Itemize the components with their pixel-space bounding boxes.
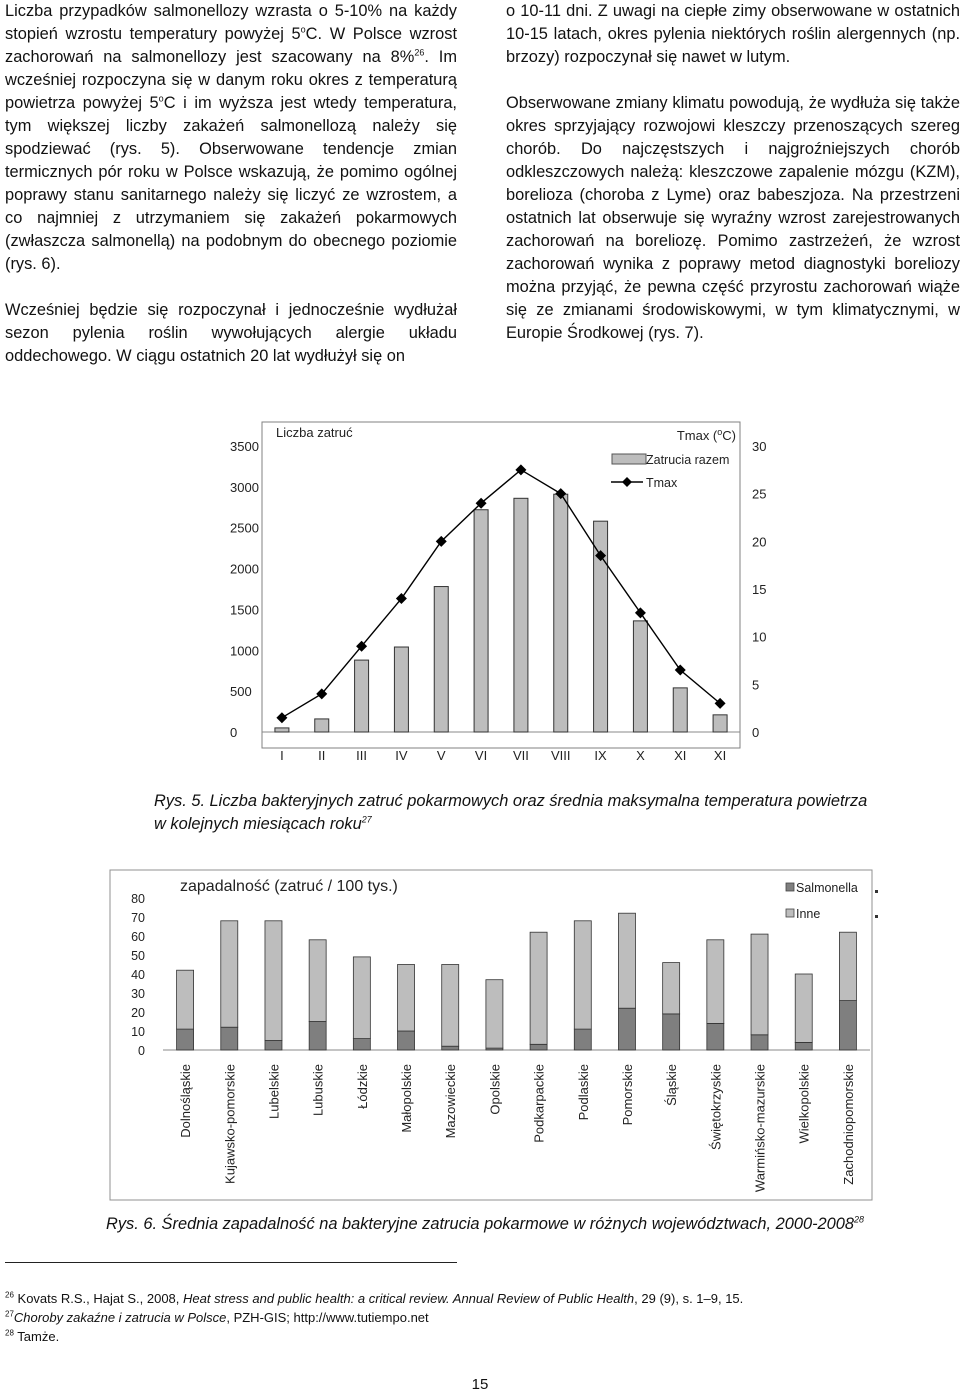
legend-dot [875,890,878,893]
y-tick-label: 40 [131,968,145,982]
bar-inne [795,974,812,1042]
region-label: Mazowieckie [443,1064,459,1139]
right-tick-label: 10 [752,629,767,645]
right-tick-label: 0 [752,725,760,740]
region-label: Pomorskie [619,1064,635,1126]
left-tick-label: 500 [230,684,252,700]
left-axis-title: Liczba zatruć [276,425,353,440]
paragraph: o 10-11 dni. Z uwagi na ciepłe zimy obserwowane w ostatnich 10-15 latach, okres pylenia niektórych roślin alergennych (np. brzozy) rozpoczynał się nawet w lutym. [506,2,960,66]
stacked-bars [177,913,857,1050]
month-label: VI [474,748,488,763]
region-label: Świętokrzyskie [708,1064,724,1150]
bar-inne [707,940,724,1024]
footnote: $^{26}$ Kovats R.S., Hajat S., 2008, Heat stress and public health: a critical review. Annual Review of Public Health, 29 (9), s. 1–9, 15. [5,1290,744,1306]
legend [786,881,878,921]
tmax-point [276,712,287,723]
y-tick-label: 20 [131,1006,145,1020]
figure-6-caption: Rys. 6. Średnia zapadalność na bakteryjne zatrucia pokarmowe w różnych województwach, 2000-2008$^{28}$ [106,1214,865,1233]
right-tick-label: 25 [752,486,767,502]
bar-month [275,728,289,732]
region-label: Małopolskie [399,1064,415,1133]
month-label: I [280,748,284,763]
bar-salmonella [353,1039,370,1050]
month-label: VII [512,748,529,763]
right-tick-label: 5 [752,677,760,693]
bar-inne [177,970,194,1029]
bar-salmonella [707,1023,724,1050]
bar-month [434,587,448,732]
bar-series [275,494,727,732]
region-label: Lubelskie [266,1064,282,1119]
figure-5-caption: Rys. 5. Liczba bakteryjnych zatruć pokarmowych oraz średnia maksymalna temperatura powietrza w kolejnych miesiącach roku$^{27}$ [154,792,868,833]
bar-month [514,498,528,732]
chart-food-poisoning-monthly [0,410,960,785]
bar-inne [265,921,282,1041]
tmax-line [282,470,720,718]
month-label: IX [594,748,607,763]
region-label: Wielkopolskie [796,1064,812,1144]
region-label: Lubuskie [310,1064,326,1117]
legend [611,453,729,490]
bar-salmonella [663,1014,680,1050]
bar-salmonella [751,1035,768,1050]
bar-month [355,660,369,732]
right-axis-title: Tmax ($^o$C) [676,427,736,443]
bar-inne [398,965,415,1032]
y-tick-label: 50 [131,949,145,963]
month-labels [280,748,726,763]
month-label: II [318,748,326,763]
bar-inne [574,921,591,1029]
legend-label-bar: Zatrucia razem [646,453,730,467]
bar-salmonella [221,1027,238,1050]
bar-inne [486,980,503,1048]
chart-title: zapadalność (zatruć / 100 tys.) [180,878,398,895]
region-label: Podkarpackie [531,1064,547,1143]
bar-month [474,510,488,732]
bar-month [394,647,408,732]
bar-salmonella [839,1001,856,1050]
bar-month [315,719,329,732]
bar-salmonella [574,1029,591,1050]
bar-salmonella [177,1029,194,1050]
bar-inne [618,913,635,1008]
legend-dot [875,915,878,918]
y-tick-label: 80 [131,892,145,906]
y-tick-label: 30 [131,987,145,1001]
tmax-point [635,607,646,618]
bar-salmonella [618,1008,635,1050]
left-column [5,0,457,391]
region-label: Zachodniopomorskie [840,1064,856,1185]
left-tick-label: 2500 [230,520,259,536]
bar-salmonella [530,1044,547,1050]
month-label: V [436,748,446,763]
bar-salmonella [265,1041,282,1051]
legend-label-inne: Inne [796,907,821,921]
bar-inne [353,957,370,1039]
footnote-divider [5,1262,457,1263]
region-label: Warmińsko-mazurskie [752,1064,768,1193]
left-tick-label: 0 [230,725,238,740]
right-tick-label: 15 [752,582,767,597]
bar-inne [751,934,768,1035]
y-tick-label: 10 [131,1025,145,1039]
legend-swatch-inne [786,909,794,917]
region-label: Łódzkie [354,1064,370,1109]
bar-inne [309,940,326,1022]
bar-month [713,715,727,732]
month-label: VIII [550,748,571,763]
legend-swatch-salmonella [786,883,794,891]
right-axis-ticks [752,439,766,740]
bar-inne [663,963,680,1014]
bar-salmonella [398,1031,415,1050]
legend-swatch-bar [612,454,646,464]
right-column [506,0,960,368]
month-label: X [636,748,645,763]
paragraph: Wcześniej będzie się rozpoczynał i jednocześnie wydłużał sezon pylenia roślin wywołujących alergie układu oddechowego. W ciągu ostatnich 20 lat wydłużył się on [5,301,457,365]
region-label: Opolskie [487,1064,503,1115]
bar-month [633,621,647,732]
bar-salmonella [442,1046,459,1050]
right-tick-label: 30 [752,439,767,454]
bar-inne [530,932,547,1044]
bar-salmonella [795,1042,812,1050]
bar-salmonella [309,1022,326,1051]
paragraph: Liczba przypadków salmonellozy wzrasta o 5-10% na każdy stopień wzrostu temperatury powyżej 5$^o$C. W Polsce wzrost zachorowań na salmonellozy jest szacowany na 8%$^{26}$. Im wcześniej rozpoczyna się w danym roku okres z temperaturą powietrza powyżej 5$^o$C i im wyższa jest wtedy temperatura, tym większej liczby zakażeń salmonellozą należy się spodziewać (rys. 5). Obserwowane tendencje zmian termicznych pór roku w Polsce wskazują, że pomimo ogólnej poprawy stanu sanitarnego należy się liczyć ze wzrostem, a co najmniej z utrzymaniem się zakażeń pokarmowych (zwłaszcza salmonellą) na podobnym do obecnego poziomie (rys. 6). [5,2,457,273]
legend-marker [622,477,632,487]
footnote: $^{27}$Choroby zakaźne i zatrucia w Polsce, PZH-GIS; http://www.tutiempo.net [5,1309,429,1325]
region-label: Dolnośląskie [178,1064,194,1138]
y-tick-label: 70 [131,911,145,925]
region-label: Kujawsko-pomorskie [222,1064,238,1184]
right-tick-label: 20 [752,534,767,550]
left-tick-label: 1500 [230,602,259,618]
left-axis-ticks [230,439,259,740]
y-axis-ticks [131,892,145,1058]
y-tick-label: 60 [131,930,145,944]
bar-month [554,494,568,732]
chart-incidence-by-voivodeship [0,868,960,1208]
page-number: 15 [471,1376,489,1393]
bar-inne [839,932,856,1000]
month-label: IV [395,748,408,763]
month-label: XI [674,748,687,763]
bar-month [673,688,687,732]
left-tick-label: 3500 [230,439,259,454]
bar-inne [442,965,459,1047]
region-label: Podlaskie [575,1064,591,1121]
left-tick-label: 1000 [230,643,259,659]
region-label: Śląskie [664,1064,680,1106]
paragraph: Obserwowane zmiany klimatu powodują, że wydłuża się także okres sprzyjający rozwojowi kleszczy przenoszących szereg chorób. Do najczęstszych i najgroźniejszych chorób odkleszczowych należą: kleszczowe zapalenie mózgu (KZM), borelioza (choroba z Lyme) oraz babeszjoza. Na przestrzeni ostatnich lat obserwuje się wyraźny wzrost zarejestrowanych zachorowań na boreliozę. Pomimo zastrzeżeń, że wzrost zachorowań wynika z poprawy metod diagnostyki boreliozy można przyjąć, że pewna część przyrostu zachorowań wiąże się ze zmianami środowiskowymi, w tym klimatycznymi, w Europie Środkowej (rys. 7). [506,94,960,342]
plot-area [262,422,740,748]
left-tick-label: 2000 [230,561,259,577]
month-label: III [356,748,368,763]
y-tick-label: 0 [138,1044,145,1058]
left-tick-label: 3000 [230,479,259,495]
footnote: $^{28}$ Tamże. [5,1328,60,1344]
legend-label-line: Tmax [646,476,678,490]
month-label: XI [713,748,727,763]
region-labels [178,1064,856,1192]
legend-label-salmonella: Salmonella [796,881,858,895]
line-series [276,464,725,723]
bar-inne [221,921,238,1027]
